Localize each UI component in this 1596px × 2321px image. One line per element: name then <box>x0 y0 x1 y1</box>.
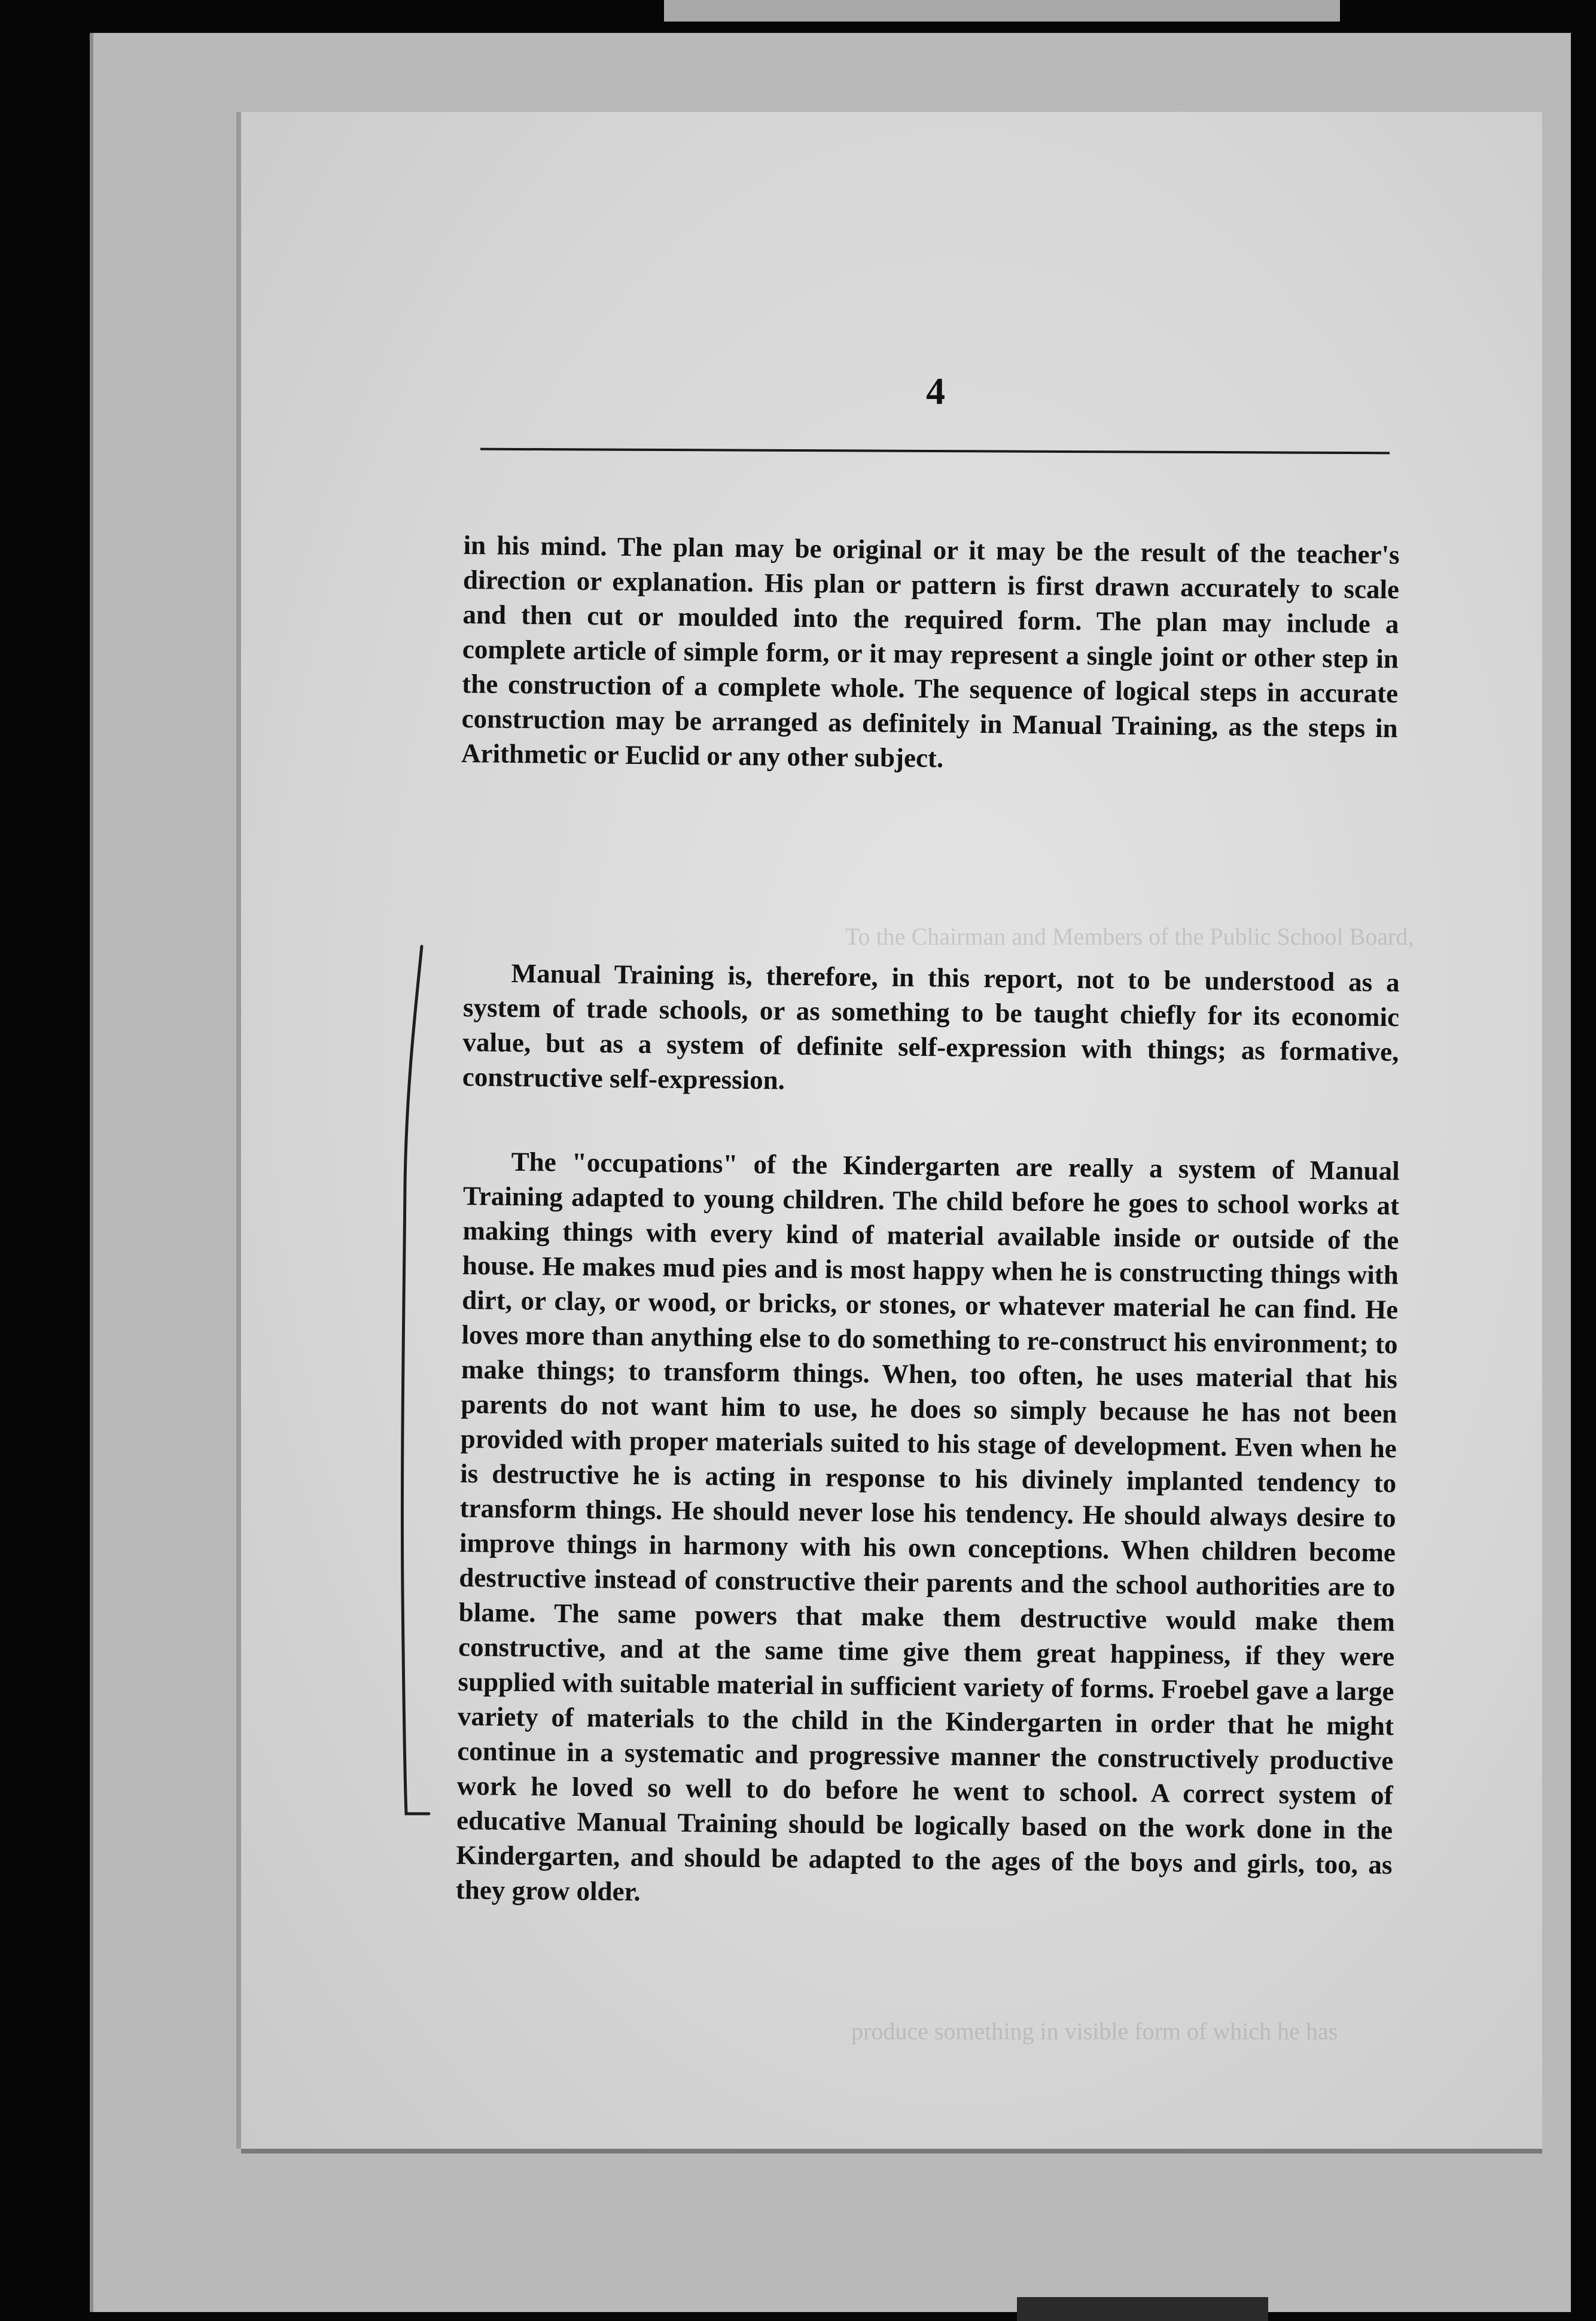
bleed-through-line-1: To the Chairman and Members of the Public School Board, <box>845 923 1414 950</box>
bleed-through-line-2: produce something in visible form of which he has <box>851 2018 1338 2045</box>
header-rule <box>480 448 1390 455</box>
paragraph-3: The "occupations" of the Kindergarten are really a system of Manual Training adapted to young children. The child before he goes to school works at making things with every kind of material available inside or outside of the house. He makes mud pies and is most happy when he is constructing things with dirt, or clay, or wood, or bricks, or stones, or whatever material he can find. He loves more than anything else to do something to re-construct his environment; to make things; to transform things. When, too often, he uses material that his parents do not want him to use, he does so simply because he has not been provided with proper materials suited to his stage of development. Even when he is destructive he is acting in response to his divinely implanted tendency to transform things. He should never lose his tendency. He should always desire to improve things in harmony with his own conceptions. When children become destructive instead of constructive their parents and the school authorities are to blame. The same powers that make them destructive would make them constructive, and at the same time give them great happiness, if they were supplied with suitable material in sufficient variety of forms. Froebel gave a large variety of materials to the child in the Kindergarten in order that he might continue in a systematic and progressive manner the constructively productive work he loved so well to do before he went to school. A correct system of educative Manual Training should be logically based on the work done in the Kindergarten, and should be adapted to the ages of the boys and girls, too, as they grow older. <box>455 1146 1400 1907</box>
handwritten-margin-bracket <box>398 934 434 1844</box>
document-page <box>241 112 1542 2149</box>
top-page-scrap <box>664 0 1340 22</box>
paragraph-1: in his mind. The plan may be original or it may be the result of the teacher's direction or explanation. His plan or pattern is first drawn accurately to scale and then cut or moulded into the required form. The plan may include a complete article of simple form, or it may represent a single joint or other step in the construction of a complete whole. The sequence of logical steps in accurate construction may be arranged as definitely in Manual Training, as the steps in Arithmetic or Euclid or any other subject. <box>461 529 1400 773</box>
bottom-page-scrap <box>1017 2297 1268 2321</box>
paragraph-2: Manual Training is, therefore, in this report, not to be understood as a system of trade schools, or as something to be taught chiefly for its economic value, but as a system of definite self-expression with things; as formative, constructive self-expression. <box>462 958 1400 1095</box>
page-number: 4 <box>926 370 945 412</box>
